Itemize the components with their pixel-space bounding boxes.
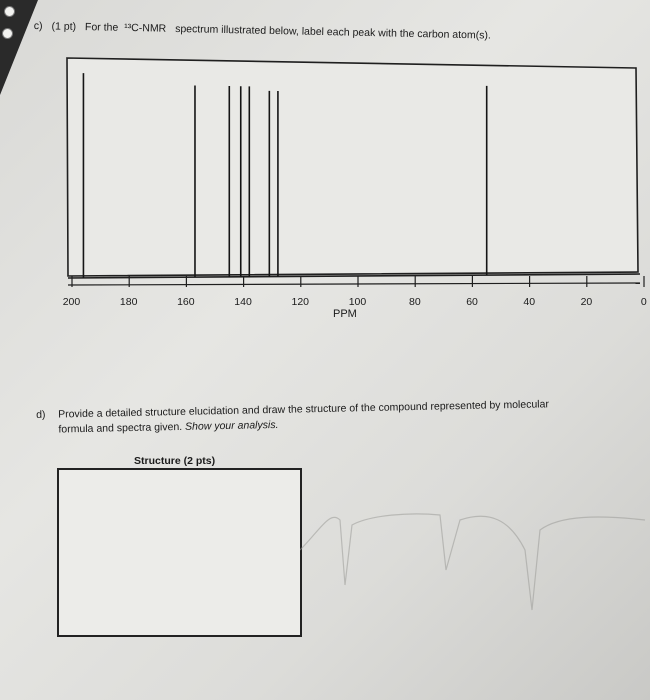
x-axis-tick-label: 200: [62, 296, 81, 308]
question-d-line1: Provide a detailed structure elucidation and draw the structure of the compound represented by molecular: [58, 398, 550, 421]
question-d-letter: d): [36, 408, 46, 421]
question-c-points: (1 pt): [51, 20, 77, 33]
question-c-nucleus: ¹³C-NMR: [124, 21, 167, 35]
axis-line: [68, 283, 640, 285]
x-axis-tick-label: 160: [177, 296, 195, 308]
bleed-through-ir-trace: [300, 490, 650, 650]
question-d-instruction: Show your analysis.: [184, 418, 279, 433]
x-axis-tick-label: 60: [466, 296, 478, 308]
question-c-text-after: spectrum illustrated below, label each peak with the carbon atom(s).: [175, 22, 491, 42]
question-c-letter: c): [33, 20, 43, 33]
structure-box-title: Structure (2 pts): [134, 455, 216, 467]
x-axis-tick-label: 20: [580, 296, 593, 308]
nmr-spectrum-chart: [0, 0, 650, 330]
x-axis-tick-label: 140: [234, 296, 252, 308]
question-d-line2: formula and spectra given.: [58, 420, 183, 436]
x-axis-tick-label: 40: [523, 296, 536, 308]
x-axis-label: PPM: [333, 308, 357, 320]
question-c-text-before: For the: [84, 21, 119, 34]
x-axis-tick-label: 0: [640, 296, 647, 308]
x-axis-tick-label: 100: [348, 296, 367, 308]
spectrum-frame: [67, 58, 638, 276]
structure-answer-box[interactable]: [57, 468, 302, 637]
x-axis-tick-label: 80: [409, 296, 421, 308]
x-axis-tick-label: 180: [119, 296, 138, 308]
question-d-text: [36, 395, 646, 438]
x-axis-tick-label: 120: [291, 296, 310, 308]
